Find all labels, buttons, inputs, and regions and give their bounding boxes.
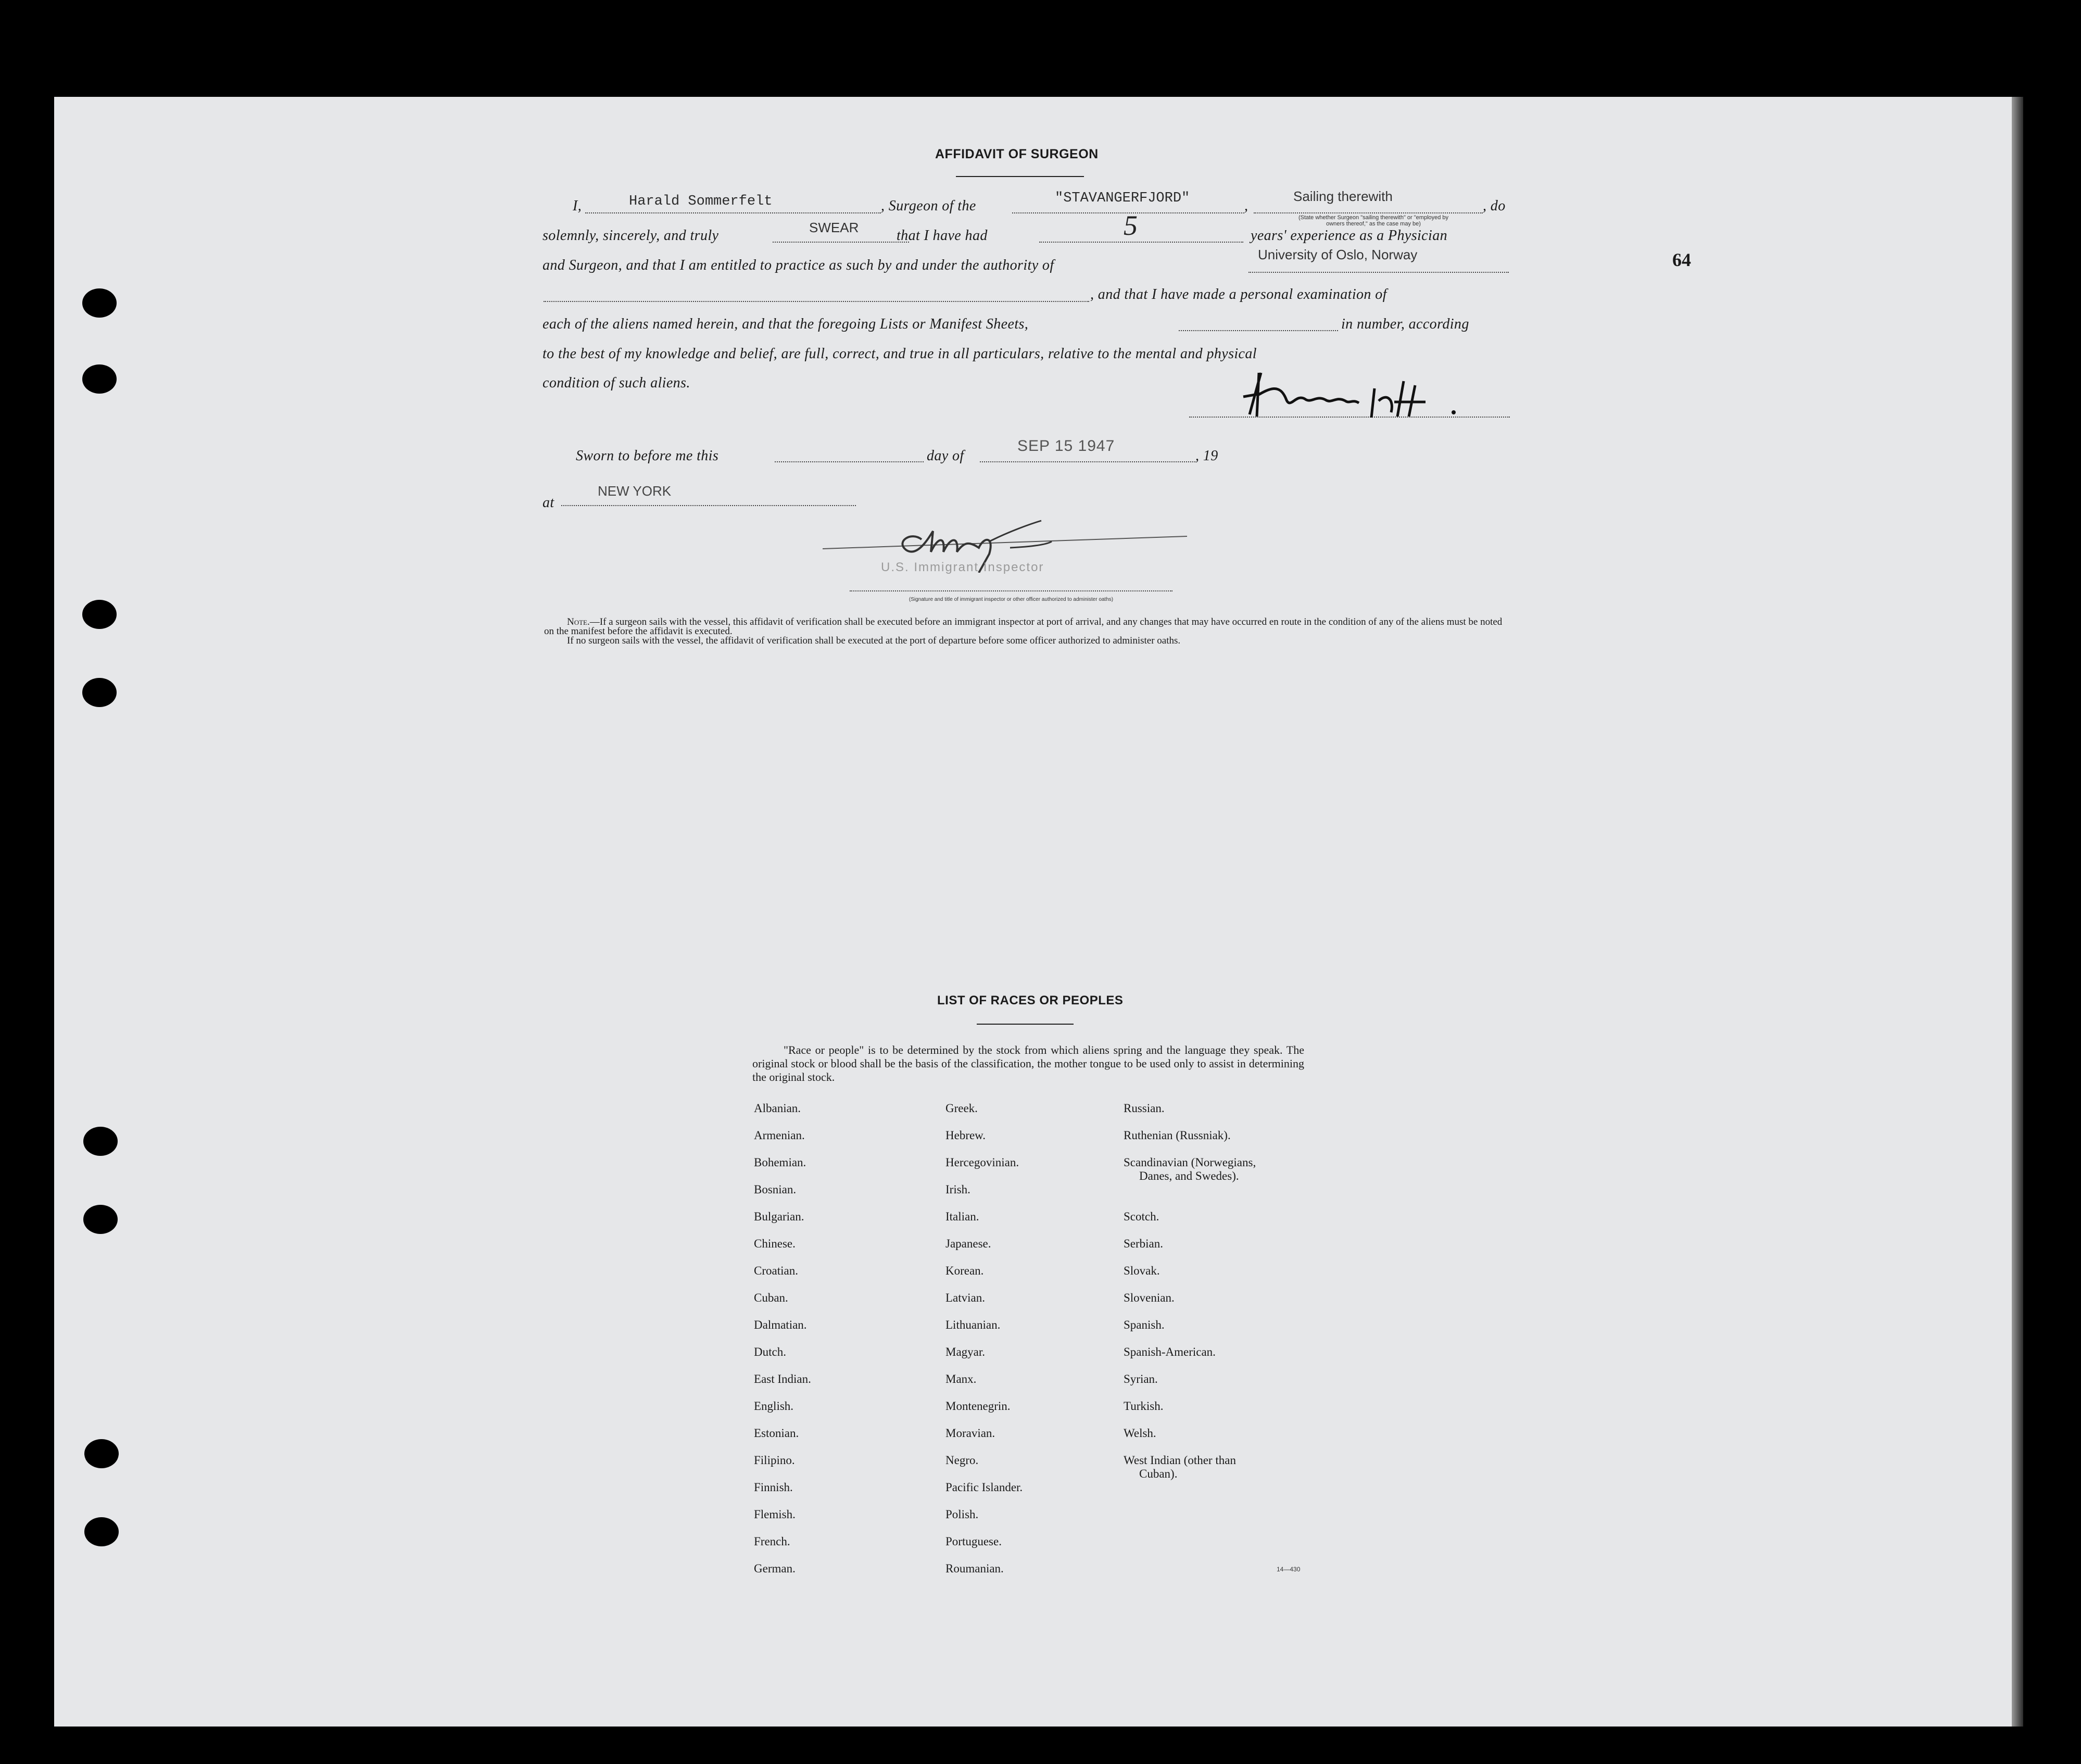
race-item: Bosnian.	[754, 1183, 797, 1196]
race-item: Armenian.	[754, 1129, 805, 1142]
inspector-signature-line	[850, 590, 1172, 591]
sworn-text: day of	[927, 448, 964, 464]
race-item: Cuban).	[1139, 1467, 1178, 1480]
affidavit-text: and Surgeon, and that I am entitled to practice as such by and under the authority of	[543, 257, 1054, 273]
race-item: Portuguese.	[945, 1535, 1002, 1548]
sworn-text: , 19	[1195, 448, 1218, 464]
sworn-day-line	[775, 461, 924, 462]
page-number: 64	[1672, 249, 1691, 270]
affidavit-text: I,	[573, 198, 582, 214]
sworn-text: Sworn to before me this	[576, 448, 719, 464]
race-item: Magyar.	[945, 1345, 986, 1358]
vessel-name: "STAVANGERFJORD"	[1055, 191, 1190, 206]
punch-hole	[82, 364, 117, 394]
surgeon-name: Harald Sommerfelt	[629, 194, 773, 209]
race-item: Russian.	[1124, 1102, 1165, 1115]
affidavit-text: that I have had	[897, 228, 988, 244]
race-item: Bohemian.	[754, 1156, 806, 1169]
race-item: Slovak.	[1124, 1264, 1160, 1277]
race-item: Flemish.	[754, 1508, 796, 1521]
sailing-status: Sailing therewith	[1293, 188, 1393, 204]
race-item: Finnish.	[754, 1481, 793, 1494]
inspector-stamp: U.S. Immigrant Inspector	[881, 560, 1044, 574]
race-item: Spanish.	[1124, 1318, 1165, 1331]
race-item: Korean.	[945, 1264, 984, 1277]
surgeon-signature	[1238, 362, 1483, 425]
note-paragraph: If no surgeon sails with the vessel, the affidavit of verification shall be executed at the port of departure before some officer authorized to administer oaths.	[567, 635, 1181, 646]
affidavit-text: , Surgeon of the	[881, 198, 976, 214]
race-item: Chinese.	[754, 1237, 796, 1250]
race-item: Danes, and Swedes).	[1139, 1169, 1239, 1182]
affidavit-text: in number, according	[1341, 316, 1469, 332]
affidavit-text: each of the aliens named herein, and that the foregoing Lists or Manifest Sheets,	[543, 316, 1029, 332]
race-item: Scandinavian (Norwegians,	[1124, 1156, 1256, 1169]
sailing-note-line: (State whether Surgeon "sailing therewith" or "employed by	[1298, 215, 1449, 221]
race-item: Italian.	[945, 1210, 979, 1223]
affidavit-text: ,	[1244, 198, 1248, 214]
sworn-text: at	[543, 495, 554, 511]
race-item: Manx.	[945, 1372, 977, 1385]
sworn-date-line	[980, 461, 1195, 462]
race-item: Scotch.	[1124, 1210, 1159, 1223]
place-line	[561, 505, 856, 506]
race-item: Ruthenian (Russniak).	[1124, 1129, 1231, 1142]
race-item: French.	[754, 1535, 790, 1548]
note-paragraph	[544, 618, 1511, 636]
race-item: Estonian.	[754, 1427, 799, 1440]
signature-caption: (Signature and title of immigrant inspector or other officer authorized to administer oaths)	[909, 597, 1114, 602]
punch-hole	[83, 1127, 118, 1156]
race-item: Irish.	[945, 1183, 970, 1196]
race-item: Japanese.	[945, 1237, 991, 1250]
race-item: Serbian.	[1124, 1237, 1164, 1250]
sheet-edge	[2012, 97, 2023, 1727]
race-item: Montenegrin.	[945, 1400, 1011, 1413]
affidavit-text: years' experience as a Physician	[1251, 228, 1447, 244]
authority-line	[1248, 272, 1509, 273]
race-item: Moravian.	[945, 1427, 995, 1440]
affidavit-text: , do	[1483, 198, 1506, 214]
affidavit-text: solemnly, sincerely, and truly	[543, 228, 719, 244]
race-item: Hercegovinian.	[945, 1156, 1019, 1169]
punch-hole	[83, 1205, 118, 1234]
race-item: English.	[754, 1400, 794, 1413]
race-item: Roumanian.	[945, 1562, 1004, 1575]
race-item: Welsh.	[1124, 1427, 1156, 1440]
race-item: West Indian (other than	[1124, 1454, 1236, 1467]
note-label: Note.	[567, 616, 590, 627]
race-item: Filipino.	[754, 1454, 795, 1467]
race-item: Bulgarian.	[754, 1210, 804, 1223]
form-number: 14—430	[1277, 1566, 1301, 1573]
document-sheet	[54, 97, 2012, 1727]
affidavit-note	[544, 618, 1511, 646]
race-item: Dutch.	[754, 1345, 786, 1358]
race-item: German.	[754, 1562, 796, 1575]
race-item: Cuban.	[754, 1291, 788, 1304]
race-item: Latvian.	[945, 1291, 985, 1304]
sailing-line	[1254, 212, 1483, 213]
race-item: East Indian.	[754, 1372, 811, 1385]
race-item: Slovenian.	[1124, 1291, 1175, 1304]
sworn-place: NEW YORK	[598, 483, 672, 499]
race-item: Negro.	[945, 1454, 979, 1467]
race-item: Turkish.	[1124, 1400, 1164, 1413]
race-item: Spanish-American.	[1124, 1345, 1216, 1358]
surgeon-name-line	[585, 212, 881, 213]
race-item: Polish.	[945, 1508, 979, 1521]
years-line	[1039, 242, 1243, 243]
note-text: —If a surgeon sails with the vessel, this affidavit of verification shall be executed before an immigrant inspector at port of arrival, and any changes that may have occurred en route in the condition of any of the aliens must be noted on the manifest before the affidavit is executed.	[544, 616, 1503, 637]
race-item: Dalmatian.	[754, 1318, 807, 1331]
affidavit-text: condition of such aliens.	[543, 375, 690, 391]
sworn-date: SEP 15 1947	[1017, 437, 1115, 455]
race-item: Pacific Islander.	[945, 1481, 1023, 1494]
authority-line-2	[544, 301, 1089, 302]
years-value: 5	[1124, 210, 1138, 241]
race-item: Croatian.	[754, 1264, 798, 1277]
affidavit-title: AFFIDAVIT OF SURGEON	[935, 147, 1099, 161]
race-item: Syrian.	[1124, 1372, 1158, 1385]
punch-hole	[82, 288, 117, 318]
races-intro: "Race or people" is to be determined by the stock from which aliens spring and the language they speak. The original stock or blood shall be the basis of the classification, the mother tongue to be used only to assist in determining the original stock.	[752, 1043, 1304, 1083]
punch-hole	[82, 600, 117, 629]
sailing-note-line: owners thereof," as the case may be)	[1326, 221, 1421, 227]
punch-hole	[84, 1439, 119, 1468]
authority-value: University of Oslo, Norway	[1258, 247, 1418, 262]
affidavit-text: , and that I have made a personal examination of	[1090, 286, 1387, 303]
race-item: Greek.	[945, 1102, 978, 1115]
race-item: Hebrew.	[945, 1129, 986, 1142]
sailing-note	[1259, 215, 1488, 227]
race-item: Albanian.	[754, 1102, 801, 1115]
affidavit-text: to the best of my knowledge and belief, are full, correct, and true in all particulars, relative to the mental and physical	[543, 346, 1257, 362]
swear-value: SWEAR	[809, 220, 859, 235]
races-title: LIST OF RACES OR PEOPLES	[937, 993, 1124, 1007]
swear-line	[773, 242, 909, 243]
title-underline	[956, 176, 1084, 177]
punch-hole	[84, 1517, 119, 1546]
sheets-number-line	[1179, 330, 1338, 331]
races-title-underline	[977, 1024, 1074, 1025]
race-item: Lithuanian.	[945, 1318, 1001, 1331]
punch-hole	[82, 678, 117, 707]
